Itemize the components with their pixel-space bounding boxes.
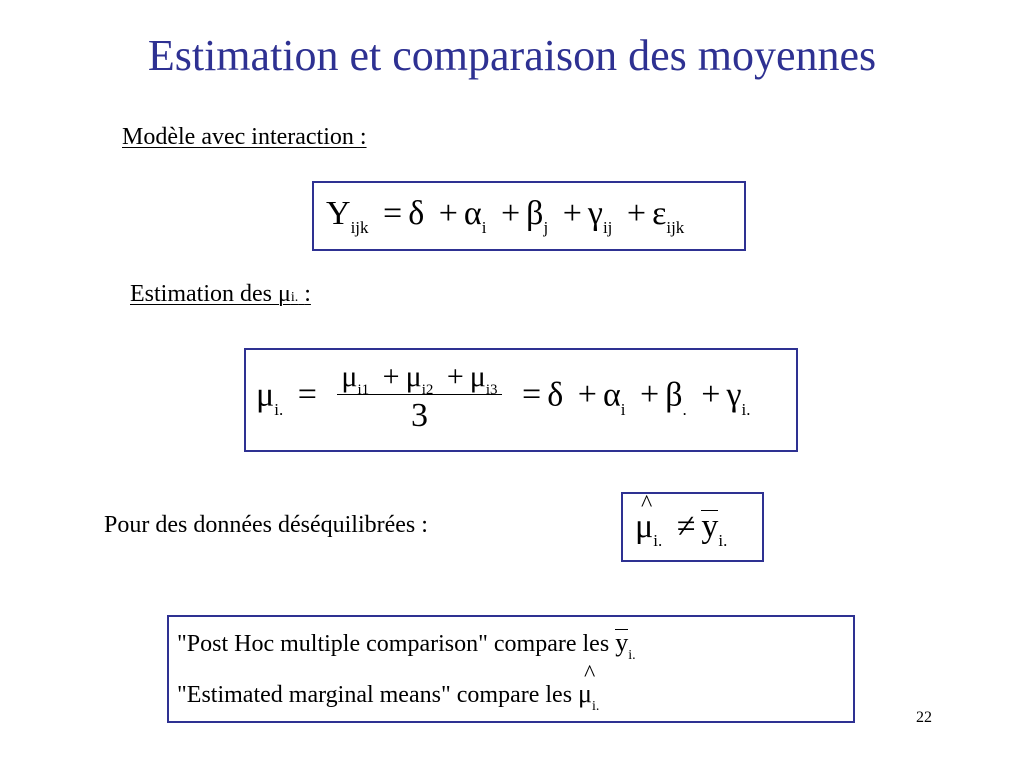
eq-term: β: [665, 376, 683, 414]
eq-subscript: ijk: [350, 218, 369, 238]
eq-term: μ: [405, 360, 422, 393]
eq-subscript: i.: [718, 531, 728, 551]
post-hoc-text: "Post Hoc multiple comparison" compare les: [177, 631, 610, 657]
eq-subscript: i.: [628, 648, 636, 664]
model-equation-box: [312, 181, 746, 251]
eq-subscript: .: [682, 399, 687, 419]
mu-hat-symbol: ^ μ: [578, 679, 592, 709]
plus-sign: +: [500, 195, 521, 232]
eq-subscript: i3: [485, 382, 498, 399]
eq-term: ε: [652, 195, 667, 232]
heading-text: Estimation des: [130, 281, 272, 307]
fraction: [337, 362, 501, 433]
eq-subscript: i.: [741, 399, 751, 419]
fraction-numerator: [337, 360, 501, 399]
eq-subscript: i2: [421, 382, 434, 399]
y-bar-symbol: y: [701, 508, 719, 545]
equals-sign: =: [383, 195, 403, 232]
eq-term: Y: [326, 195, 351, 232]
eq-term: α: [602, 376, 621, 414]
eq-term: δ: [547, 376, 564, 414]
emm-line: [177, 679, 600, 715]
model-equation: [326, 195, 685, 238]
comparison-box: [167, 615, 855, 723]
plus-sign: +: [382, 360, 400, 393]
post-hoc-line: [177, 628, 636, 664]
equals-sign: =: [297, 376, 317, 414]
heading-colon: :: [304, 281, 311, 307]
eq-term: β: [526, 195, 544, 232]
inequality-box: [621, 492, 764, 562]
estimation-heading: [130, 281, 311, 308]
plus-sign: +: [701, 376, 721, 414]
eq-subscript: ij: [602, 218, 613, 238]
y-bar-symbol: y: [615, 628, 629, 657]
eq-subscript: i1: [357, 382, 370, 399]
eq-subscript: i: [481, 218, 487, 238]
page-number: 22: [916, 709, 932, 726]
eq-term: μ: [341, 360, 358, 393]
eq-term: μ: [469, 360, 486, 393]
eq-subscript: j: [543, 218, 549, 238]
eq-subscript: i.: [653, 531, 663, 551]
plus-sign: +: [562, 195, 582, 232]
estimation-equation: [256, 362, 750, 433]
eq-subscript: ijk: [666, 218, 685, 238]
not-equal-sign: ≠: [676, 508, 696, 545]
eq-term: γ: [726, 376, 742, 414]
inequality-equation: [635, 508, 728, 551]
plus-sign: +: [446, 360, 464, 393]
eq-term: δ: [408, 195, 425, 232]
slide-title: Estimation et comparaison des moyennes: [147, 31, 877, 80]
model-heading: Modèle avec interaction :: [122, 124, 367, 150]
eq-term: γ: [587, 195, 603, 232]
heading-subscript: i.: [290, 290, 299, 305]
eq-subscript: i.: [274, 399, 284, 419]
mu-hat-symbol: ^ μ: [635, 510, 653, 544]
fraction-denominator: 3: [410, 397, 428, 434]
emm-text: "Estimated marginal means" compare les: [177, 682, 573, 708]
plus-sign: +: [640, 376, 660, 414]
eq-term: α: [463, 195, 482, 232]
eq-subscript: i.: [591, 699, 600, 715]
eq-subscript: i: [620, 399, 626, 419]
mu-symbol: μ: [277, 281, 291, 307]
plus-sign: +: [438, 195, 458, 232]
plus-sign: +: [626, 195, 647, 232]
unbalanced-text: Pour des données déséquilibrées :: [104, 512, 428, 538]
eq-term: μ: [256, 376, 275, 414]
equals-sign: =: [522, 376, 542, 414]
plus-sign: +: [577, 376, 597, 414]
estimation-equation-box: [244, 348, 798, 452]
